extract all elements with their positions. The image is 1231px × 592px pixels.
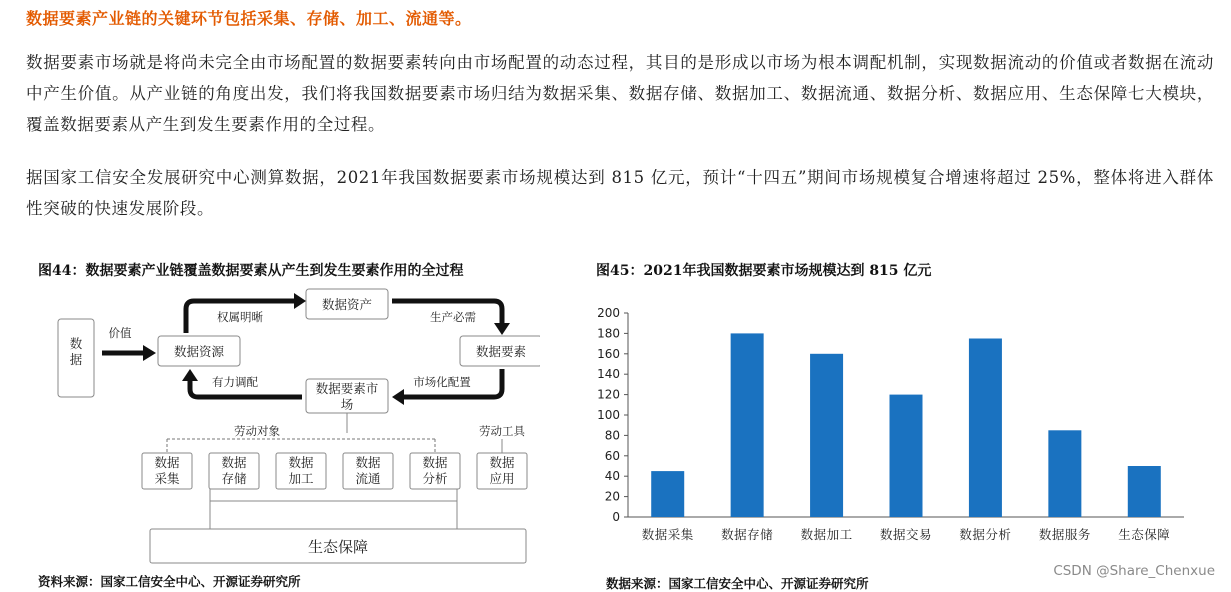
x-tick-label: 数据交易 [879,527,933,542]
y-tick-label: 160 [597,346,620,361]
module-label: 流通 [355,471,381,486]
arrowhead-asset [294,293,306,309]
section-heading: 数据要素产业链的关键环节包括采集、存储、加工、流通等。 [26,9,472,28]
module-label: 数据 [422,455,448,470]
x-tick-label: 数据采集 [641,527,694,542]
x-tick-label: 生态保障 [1118,527,1171,542]
node-ecosystem [150,529,526,563]
y-tick-label: 60 [604,448,620,463]
arrowhead-resource [182,369,198,381]
bar [890,395,923,517]
svg-text:场: 场 [340,397,354,412]
node-data [58,319,94,397]
y-tick-label: 100 [597,408,620,422]
svg-text:数据: 数据 [69,336,83,367]
module-box [410,453,460,489]
module-box [142,453,192,489]
module-label: 加工 [288,471,314,486]
label-marketization: 市场化配置 [413,375,471,389]
paragraph-1: 数据要素市场就是将尚未完全由市场配置的数据要素转向由市场配置的动态过程，其目的是形成以市场为根本调配机制，实现数据流动的价值或者数据在流动中产生价值。从产业链的角度出发，我们将我国数据要素市场归结为数据采集、数据存储、数据加工、数据流通、数据分析、数据应用、生态保障七大模块，覆盖数据要素从产生到发生要素作用的全过程。 [26,53,1214,134]
figure-44-title: 图44：数据要素产业链覆盖数据要素从产生到发生要素作用的全过程 [38,263,464,279]
x-tick-label: 数据存储 [721,527,774,542]
svg-text:生态保障: 生态保障 [307,538,369,556]
module-label: 数据 [154,455,180,470]
node-element [460,336,540,366]
label-labor-tool: 劳动工具 [479,424,525,438]
y-tick-label: 80 [604,428,620,443]
y-tick-label: 0 [612,510,620,524]
module-label: 存储 [221,471,247,486]
module-box [343,453,393,489]
module-label: 数据 [221,455,247,470]
node-resource [158,336,240,366]
industry-chain-diagram [50,283,540,568]
bar [969,339,1002,518]
svg-text:数据资产: 数据资产 [321,297,373,312]
svg-text:数据资源: 数据资源 [173,344,225,359]
y-tick-label: 40 [604,469,620,484]
svg-text:数据要素: 数据要素 [475,344,527,359]
value-arrowhead [143,345,156,361]
y-tick-label: 20 [604,489,620,504]
x-tick-label: 数据加工 [800,527,853,542]
label-value: 价值 [108,326,132,340]
arrowhead-element [494,323,510,335]
label-labor-object: 劳动对象 [234,424,280,438]
market-size-bar-chart [592,298,1212,553]
module-label: 应用 [489,471,515,486]
y-tick-label: 120 [597,387,620,402]
label-ownership: 权属明晰 [217,310,263,324]
watermark: CSDN @Share_Chenxue [1053,563,1215,579]
module-label: 数据 [489,455,515,470]
svg-text:数据要素市: 数据要素市 [315,381,379,396]
figure-44-source: 资料来源：国家工信安全中心、开源证券研究所 [38,574,301,589]
x-tick-label: 数据服务 [1038,527,1091,542]
y-tick-label: 140 [597,367,620,382]
module-label: 数据 [288,455,314,470]
figure-45-source: 数据来源：国家工信安全中心、开源证券研究所 [606,576,869,591]
label-allocation: 有力调配 [212,375,258,389]
module-box [276,453,326,489]
bar [810,354,843,517]
bar [651,471,684,517]
module-label: 采集 [154,471,180,486]
bar [731,333,764,517]
x-tick-label: 数据分析 [959,527,1012,542]
figure-45-title: 图45：2021年我国数据要素市场规模达到 815 亿元 [596,263,932,279]
node-market [306,379,388,413]
label-production: 生产必需 [430,310,476,324]
arrowhead-market [392,389,404,405]
y-tick-label: 180 [597,326,620,341]
module-box [209,453,259,489]
bar [1128,466,1161,517]
y-tick-label: 200 [597,306,620,320]
module-label: 分析 [422,471,448,486]
bar [1048,430,1081,517]
module-box [477,453,527,489]
module-label: 数据 [355,455,381,470]
node-asset [306,289,388,319]
paragraph-2: 据国家工信安全发展研究中心测算数据，2021年我国数据要素市场规模达到 815 亿元，预计“十四五”期间市场规模复合增速将超过 25%，整体将进入群体性突破的快速发展阶段。 [26,168,1214,218]
